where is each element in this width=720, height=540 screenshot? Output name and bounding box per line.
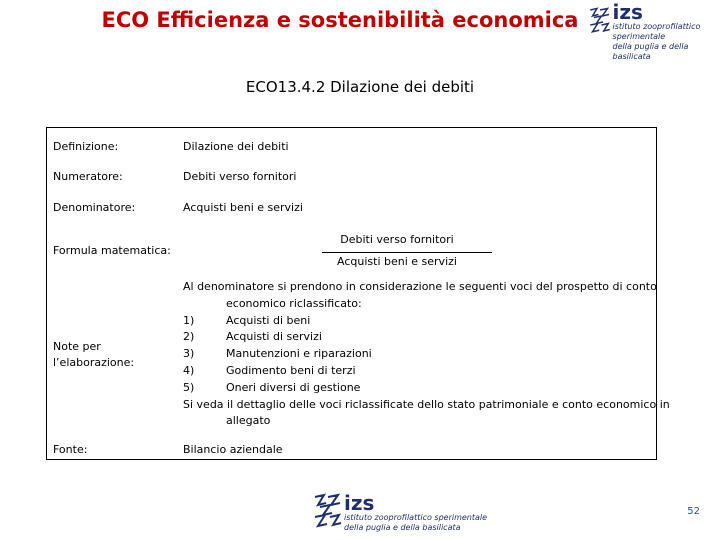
label-formula: Formula matematica:	[53, 244, 171, 257]
label-note-line-1: Note per	[53, 340, 101, 353]
notes-list-item: 2) Acquisti di servizi	[183, 330, 322, 344]
notes-list-item: 4) Godimento beni di terzi	[183, 363, 356, 377]
indicator-table	[46, 127, 670, 460]
notes-outro-line-1: Si veda il dettaglio delle voci riclassificate dello stato patrimoniale e conto economico in	[183, 397, 670, 411]
notes-text	[183, 279, 670, 430]
label-fonte: Fonte:	[53, 443, 88, 456]
notes-intro-line-1: Al denominatore si prendono in considerazione le seguenti voci del prospetto di conto	[183, 280, 657, 293]
label-definizione: Definizione:	[53, 140, 119, 153]
logo-brand: izs	[344, 491, 375, 515]
label-note	[53, 339, 134, 371]
logo-line-2: della puglia e della basilicata	[612, 42, 689, 61]
logo-line-1: istituto zooprofilattico sperimentale	[344, 513, 488, 522]
row-note	[47, 279, 670, 429]
page-number: 52	[687, 506, 700, 517]
logo-line-2: della puglia e della basilicata	[344, 523, 461, 532]
logo-brand: izs	[612, 0, 643, 24]
notes-intro-line-2: economico riclassificato:	[226, 296, 362, 310]
indicator-title: ECO13.4.2 Dilazione dei debiti	[245, 78, 475, 96]
izs-logo	[588, 2, 720, 62]
logo-line-1: istituto zooprofilattico sperimentale	[612, 22, 701, 41]
label-numeratore: Numeratore:	[53, 170, 123, 183]
value-numeratore: Debiti verso fornitori	[183, 170, 297, 183]
notes-outro-line-2: allegato	[226, 414, 271, 428]
notes-list-item: 3) Manutenzioni e riparazioni	[183, 347, 372, 361]
formula-denominator: Acquisti beni e servizi	[337, 255, 457, 268]
notes-list-item: 1) Acquisti di beni	[183, 313, 311, 327]
value-denominatore: Acquisti beni e servizi	[183, 201, 303, 214]
izs-logo-mark-icon	[588, 2, 611, 42]
izs-footer-logo	[312, 493, 487, 533]
formula-fraction-bar	[322, 252, 492, 253]
value-definizione: Dilazione dei debiti	[183, 140, 289, 153]
row-formula	[47, 233, 656, 273]
label-note-line-2: l’elaborazione:	[53, 356, 135, 369]
page-title: ECO Efficienza e sostenibilità economica	[101, 8, 579, 32]
value-fonte: Bilancio aziendale	[183, 443, 283, 456]
notes-list-item: 5) Oneri diversi di gestione	[183, 380, 361, 394]
label-denominatore: Denominatore:	[53, 201, 136, 214]
formula-numerator: Debiti verso fornitori	[340, 233, 454, 246]
izs-logo-mark-icon	[312, 493, 342, 533]
